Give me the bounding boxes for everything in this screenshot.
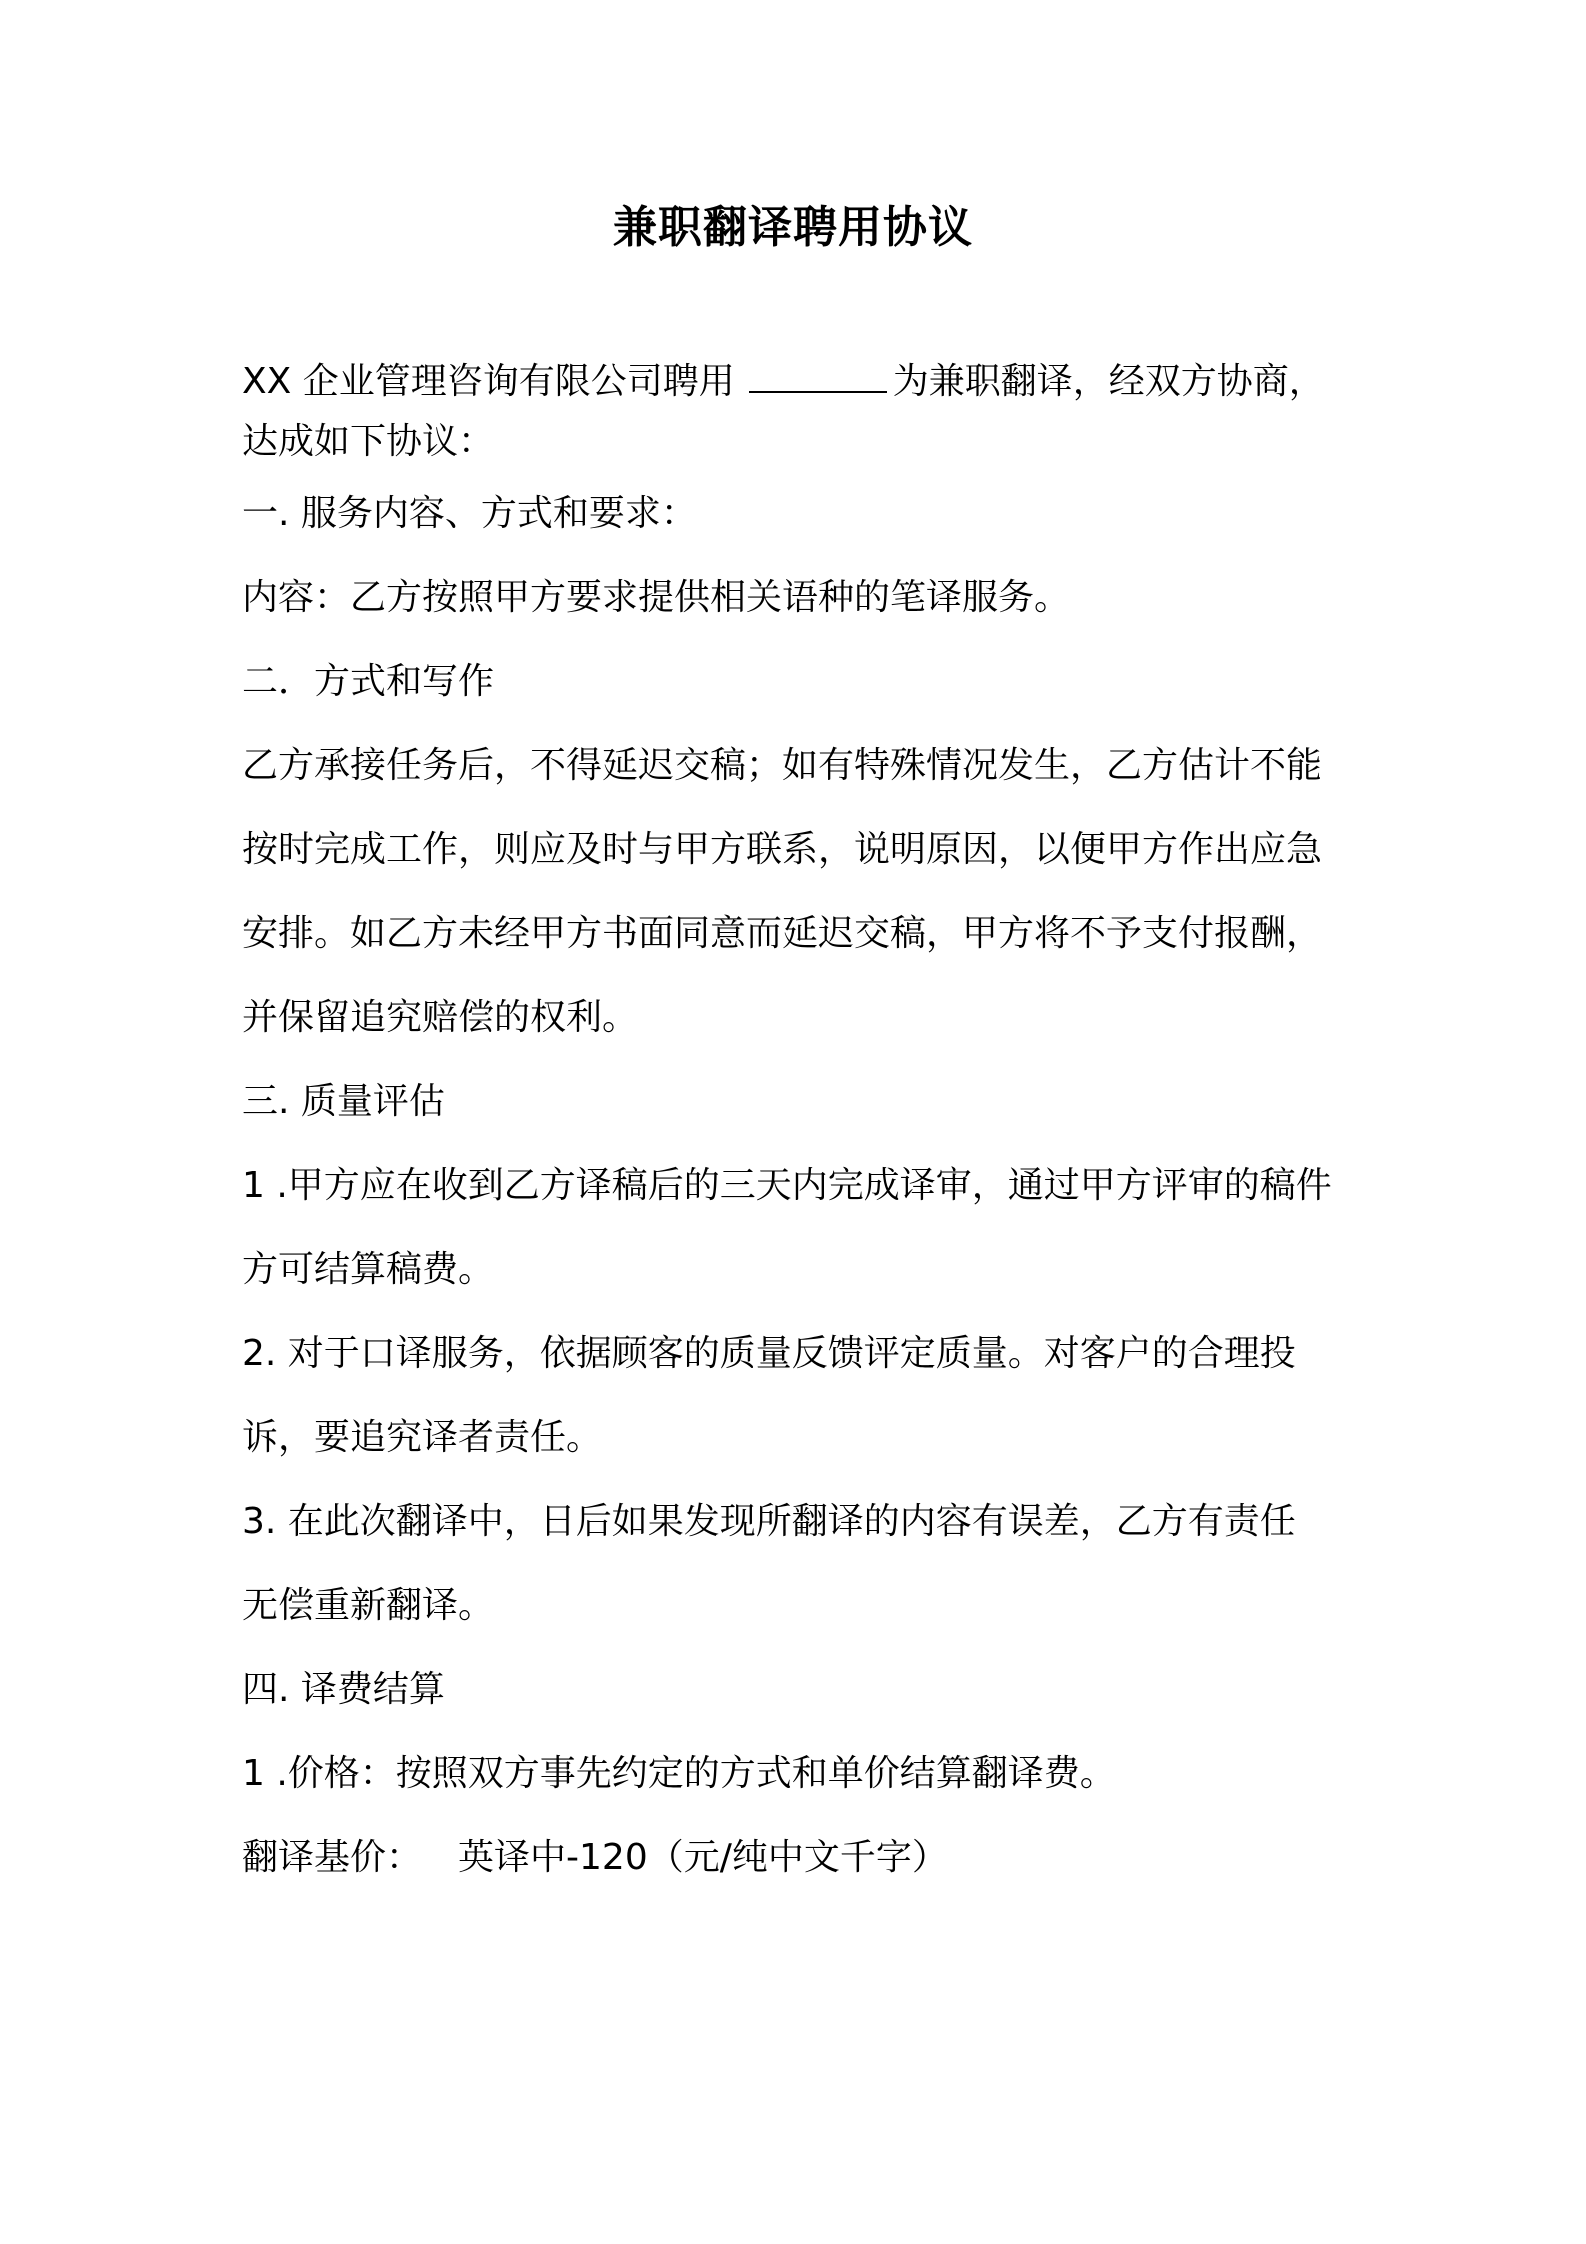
section1-content: 内容：乙方按照甲方要求提供相关语种的笔译服务。 bbox=[242, 577, 1071, 618]
section3-heading: 三. 质量评估 bbox=[242, 1081, 445, 1122]
section3-item1-line-2: 方可结算稿费。 bbox=[242, 1249, 495, 1290]
section2-line-3: 安排。如乙方未经甲方书面同意而延迟交稿，甲方将不予支付报酬， bbox=[242, 913, 1323, 954]
section3-item3-line-2: 无偿重新翻译。 bbox=[242, 1585, 495, 1626]
intro-line-1 bbox=[242, 352, 1362, 412]
document-title: 兼职翻译聘用协议 bbox=[613, 202, 973, 253]
section2-line-1: 乙方承接任务后，不得延迟交稿；如有特殊情况发生，乙方估计不能 bbox=[242, 745, 1323, 786]
section3-item2-line-1: 2. 对于口译服务，依据顾客的质量反馈评定质量。对客户的合理投 bbox=[242, 1333, 1296, 1374]
base-price-label: 翻译基价： bbox=[242, 1837, 423, 1878]
intro-line-2: 达成如下协议： bbox=[242, 421, 495, 462]
section3-item2-line-2: 诉，要追究译者责任。 bbox=[242, 1417, 603, 1458]
section4-base-price bbox=[242, 1816, 1362, 1900]
name-blank-line bbox=[749, 361, 887, 393]
section2-heading: 二．方式和写作 bbox=[242, 661, 495, 702]
intro-text-before-blank: XX 企业管理咨询有限公司聘用 bbox=[242, 361, 735, 402]
document-body bbox=[242, 352, 1362, 1900]
section3-item1-line-1: 1 .甲方应在收到乙方译稿后的三天内完成译审，通过甲方评审的稿件 bbox=[242, 1165, 1332, 1206]
section4-price: 1 .价格：按照双方事先约定的方式和单价结算翻译费。 bbox=[242, 1753, 1116, 1794]
section3-item3-line-1: 3. 在此次翻译中，日后如果发现所翻译的内容有误差，乙方有责任 bbox=[242, 1501, 1296, 1542]
section2-line-4: 并保留追究赔偿的权利。 bbox=[242, 997, 639, 1038]
section1-heading: 一. 服务内容、方式和要求： bbox=[242, 493, 697, 534]
intro-text-after-blank: 为兼职翻译，经双方协商， bbox=[892, 361, 1325, 402]
section4-heading: 四. 译费结算 bbox=[242, 1669, 445, 1710]
base-price-value: 英译中-120（元/纯中文千字） bbox=[458, 1837, 948, 1878]
section2-line-2: 按时完成工作，则应及时与甲方联系，说明原因，以便甲方作出应急 bbox=[242, 829, 1323, 870]
